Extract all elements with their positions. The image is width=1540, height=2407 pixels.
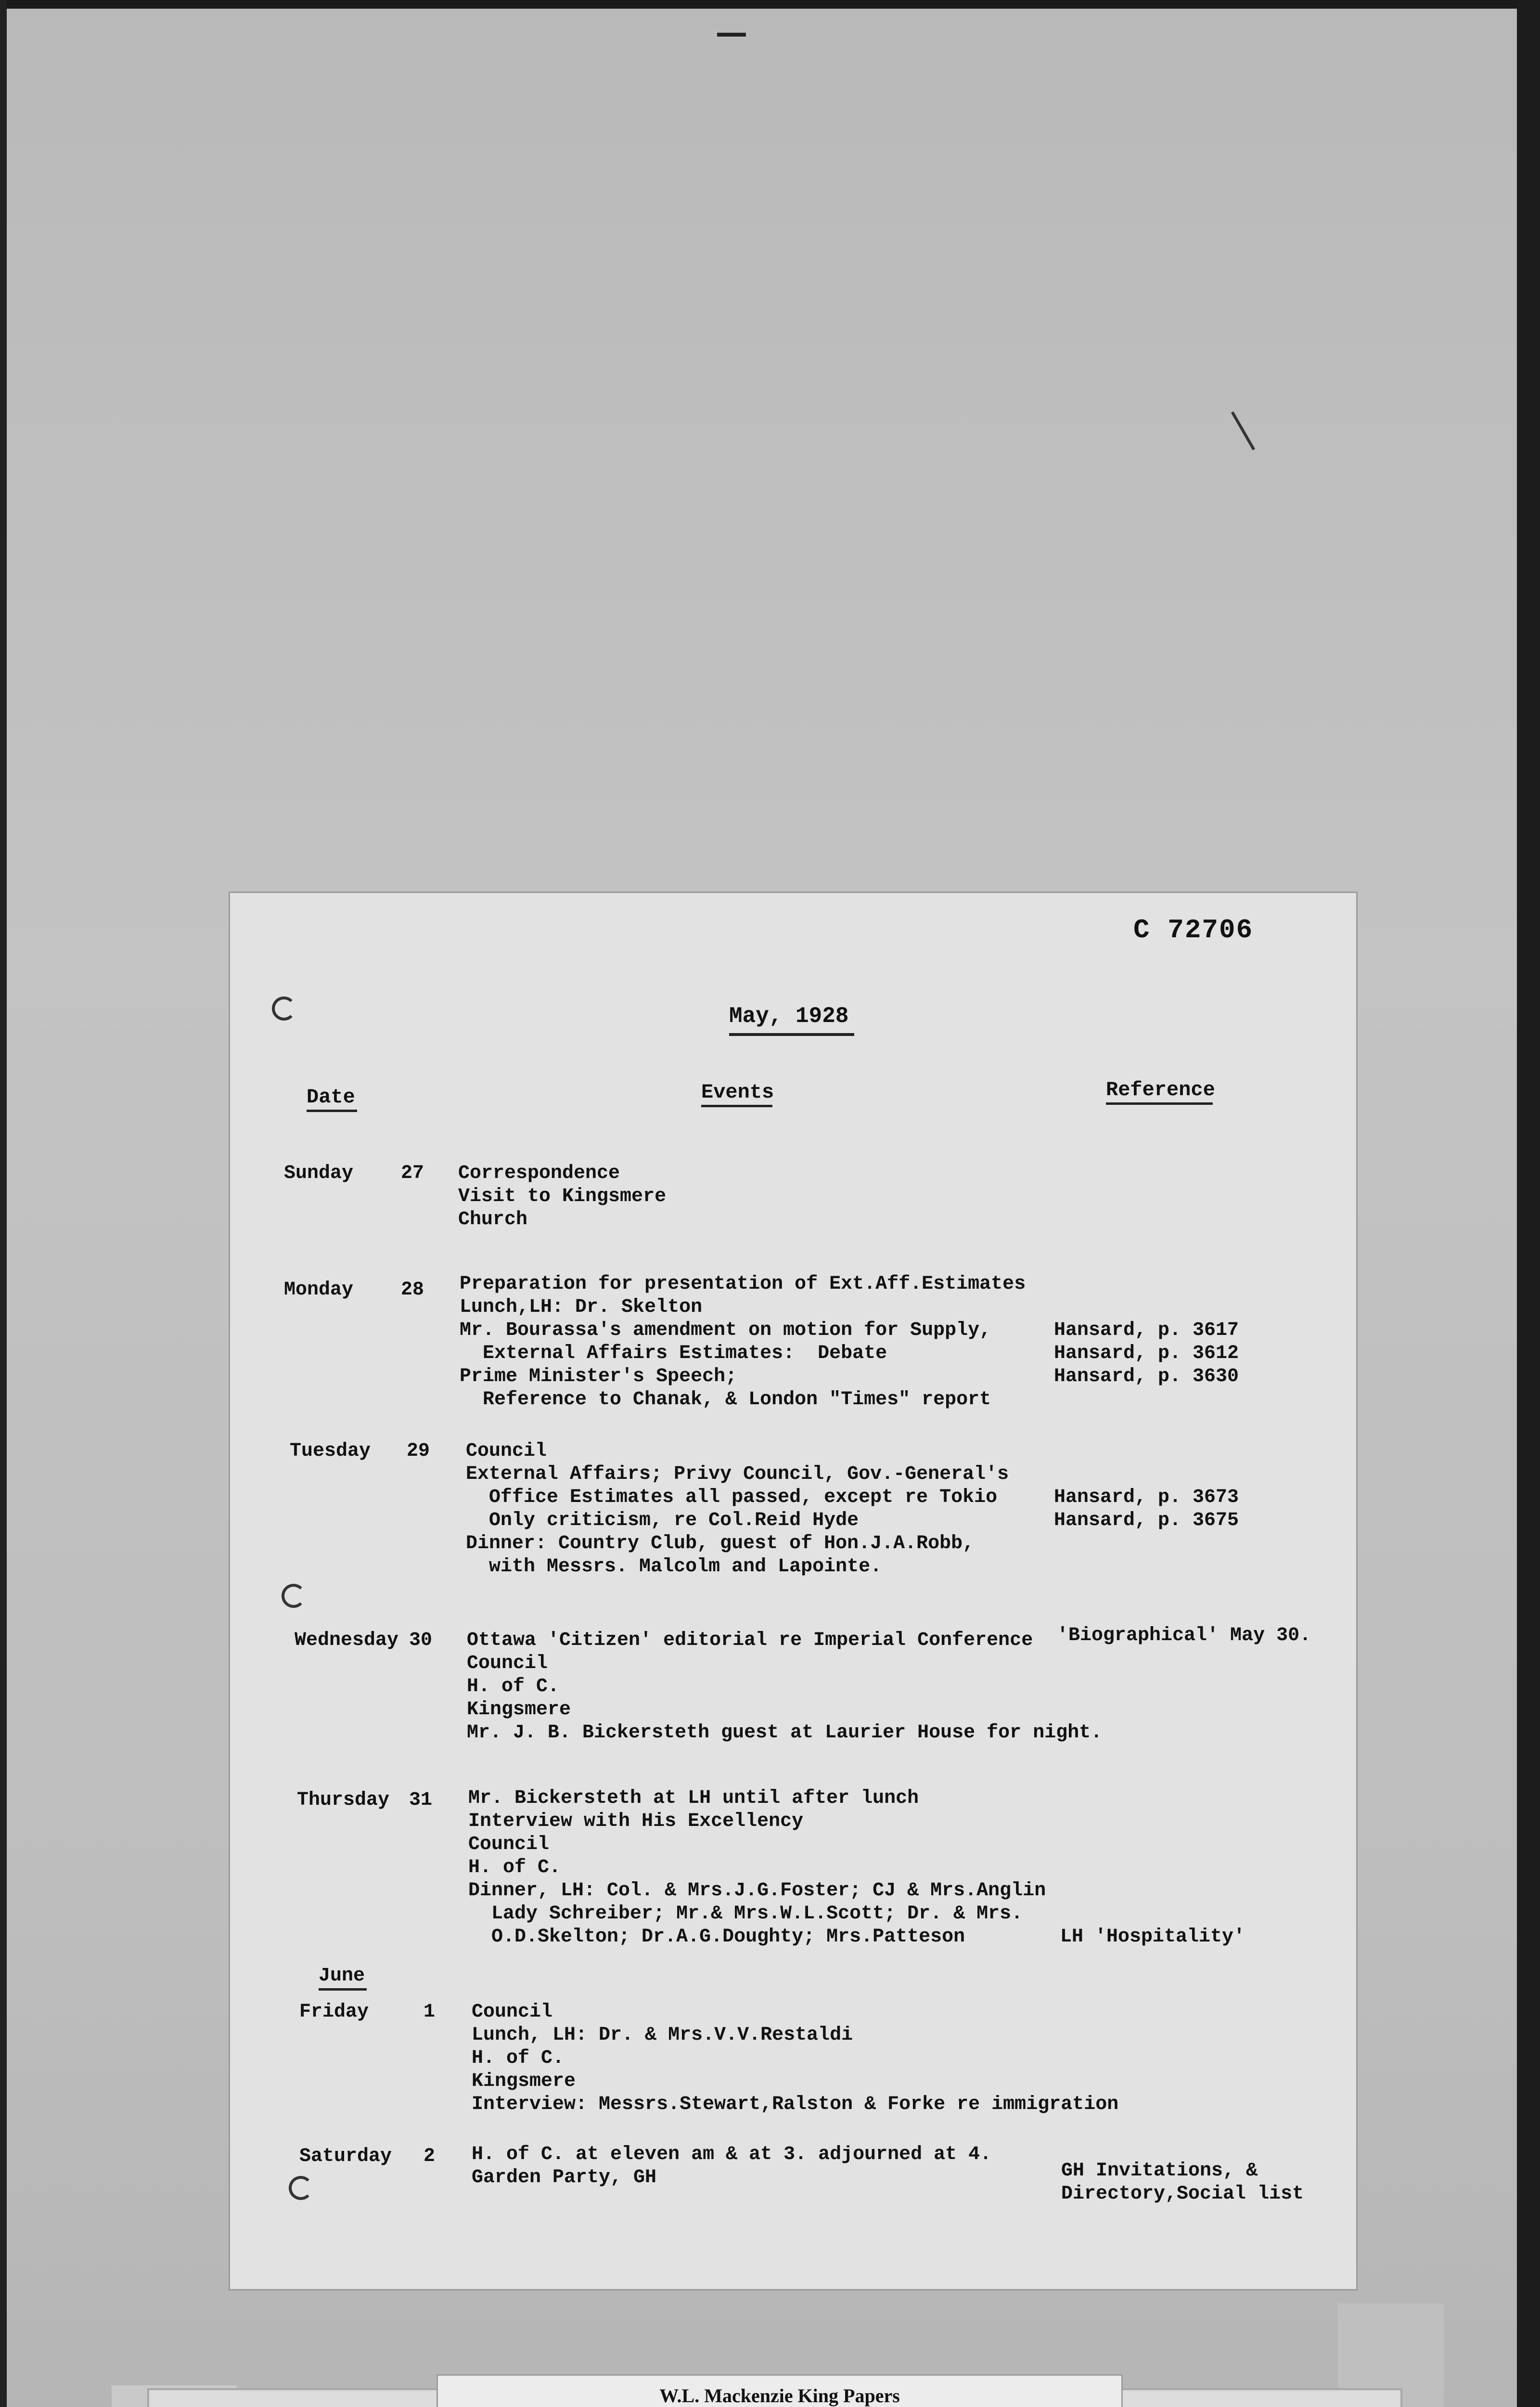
entry-date: 1	[424, 2001, 436, 2023]
event-line: Visit to Kingsmere	[458, 1186, 667, 1207]
event-line: H. of C.	[468, 1857, 561, 1878]
registration-mark	[717, 33, 746, 37]
event-line: H. of C. at eleven am & at 3. adjourned at 4.	[472, 2144, 992, 2165]
header-underline	[307, 1110, 357, 1112]
film-edge-right	[1517, 0, 1540, 2407]
column-header-events: Events	[701, 1081, 774, 1104]
event-line: Lady Schreiber; Mr.& Mrs.W.L.Scott; Dr. & Mrs.	[468, 1903, 1023, 1925]
collection-name: W.L. Mackenzie King Papers	[659, 2385, 900, 2407]
event-line: Kingsmere	[472, 2071, 576, 2092]
reference-line: Hansard, p. 3630	[1054, 1366, 1239, 1387]
section-heading: June	[319, 1965, 365, 1987]
event-line: H. of C.	[467, 1676, 560, 1697]
event-line: Council	[472, 2001, 553, 2023]
event-line: Ottawa 'Citizen' editorial re Imperial Conference	[467, 1630, 1033, 1651]
entry-day: Friday	[299, 2001, 369, 2023]
collection-label	[438, 2376, 1121, 2407]
event-line: Church	[458, 1209, 528, 1230]
event-line: Interview: Messrs.Stewart,Ralston & Forke re immigration	[472, 2094, 1119, 2115]
section-underline	[319, 1988, 367, 1991]
reference-number: C 72706	[1133, 915, 1254, 945]
reference-line: Directory,Social list	[1061, 2183, 1304, 2205]
header-underline	[1106, 1102, 1213, 1105]
reference-line: Hansard, p. 3673	[1054, 1487, 1239, 1508]
column-header-reference: Reference	[1106, 1078, 1215, 1101]
event-line: Mr. J. B. Bickersteth guest at Laurier House for night.	[467, 1722, 1103, 1744]
event-line: Office Estimates all passed, except re Tokio	[466, 1487, 998, 1508]
reference-line: Hansard, p. 3612	[1054, 1343, 1239, 1364]
film-scratch	[1231, 412, 1255, 451]
event-line: Council	[466, 1440, 547, 1462]
entry-date: 28	[401, 1279, 424, 1301]
event-line: Council	[467, 1653, 548, 1674]
reference-line: 'Biographical' May 30.	[1057, 1625, 1311, 1646]
event-line: Kingsmere	[467, 1699, 571, 1721]
event-line: Dinner: Country Club, guest of Hon.J.A.Robb,	[466, 1533, 975, 1554]
event-line: H. of C.	[472, 2047, 565, 2069]
page-title: May, 1928	[729, 1004, 849, 1029]
event-line: Reference to Chanak, & London "Times" report	[460, 1389, 991, 1411]
event-line: External Affairs Estimates: Debate	[460, 1343, 887, 1364]
event-line: Dinner, LH: Col. & Mrs.J.G.Foster; CJ & Mrs.Anglin	[468, 1880, 1046, 1902]
event-line: Interview with His Excellency	[468, 1811, 804, 1832]
event-line: Lunch,LH: Dr. Skelton	[460, 1296, 703, 1318]
header-underline	[701, 1105, 772, 1107]
reference-line: GH Invitations, &	[1061, 2160, 1258, 2182]
entry-day: Sunday	[284, 1163, 354, 1184]
title-underline	[729, 1033, 854, 1036]
reference-line: Hansard, p. 3675	[1054, 1510, 1239, 1531]
reference-line: Hansard, p. 3617	[1054, 1320, 1239, 1341]
event-line: Correspondence	[458, 1163, 620, 1184]
entry-day: Saturday	[299, 2146, 392, 2167]
event-line: Lunch, LH: Dr. & Mrs.V.V.Restaldi	[472, 2024, 853, 2046]
event-line: Mr. Bickersteth at LH until after lunch	[468, 1787, 919, 1809]
event-line: Council	[468, 1834, 550, 1855]
punch-hole	[289, 2176, 313, 2200]
event-line: Prime Minister's Speech;	[460, 1366, 737, 1387]
entry-date: 31	[409, 1789, 433, 1811]
event-line: Preparation for presentation of Ext.Aff.Estimates	[460, 1273, 1026, 1295]
reference-line: LH 'Hospitality'	[1060, 1926, 1245, 1948]
entry-day: Wednesday	[295, 1630, 399, 1651]
entry-day: Tuesday	[290, 1440, 371, 1462]
column-header-date: Date	[307, 1086, 355, 1109]
entry-date: 29	[407, 1440, 430, 1462]
event-line: External Affairs; Privy Council, Gov.-General's	[466, 1463, 1009, 1485]
punch-hole	[272, 996, 296, 1021]
event-line: O.D.Skelton; Dr.A.G.Doughty; Mrs.Patteson	[468, 1926, 965, 1948]
punch-hole	[282, 1584, 306, 1608]
entry-day: Thursday	[297, 1789, 390, 1811]
event-line: Garden Party, GH	[472, 2167, 657, 2188]
entry-date: 2	[424, 2146, 436, 2167]
film-edge-left	[0, 0, 7, 2407]
entry-date: 30	[409, 1630, 433, 1651]
entry-day: Monday	[284, 1279, 354, 1301]
event-line: with Messrs. Malcolm and Lapointe.	[466, 1556, 882, 1578]
entry-date: 27	[401, 1163, 424, 1184]
film-edge-top	[0, 0, 1540, 9]
event-line: Only criticism, re Col.Reid Hyde	[466, 1510, 859, 1531]
event-line: Mr. Bourassa's amendment on motion for Supply,	[460, 1320, 991, 1341]
